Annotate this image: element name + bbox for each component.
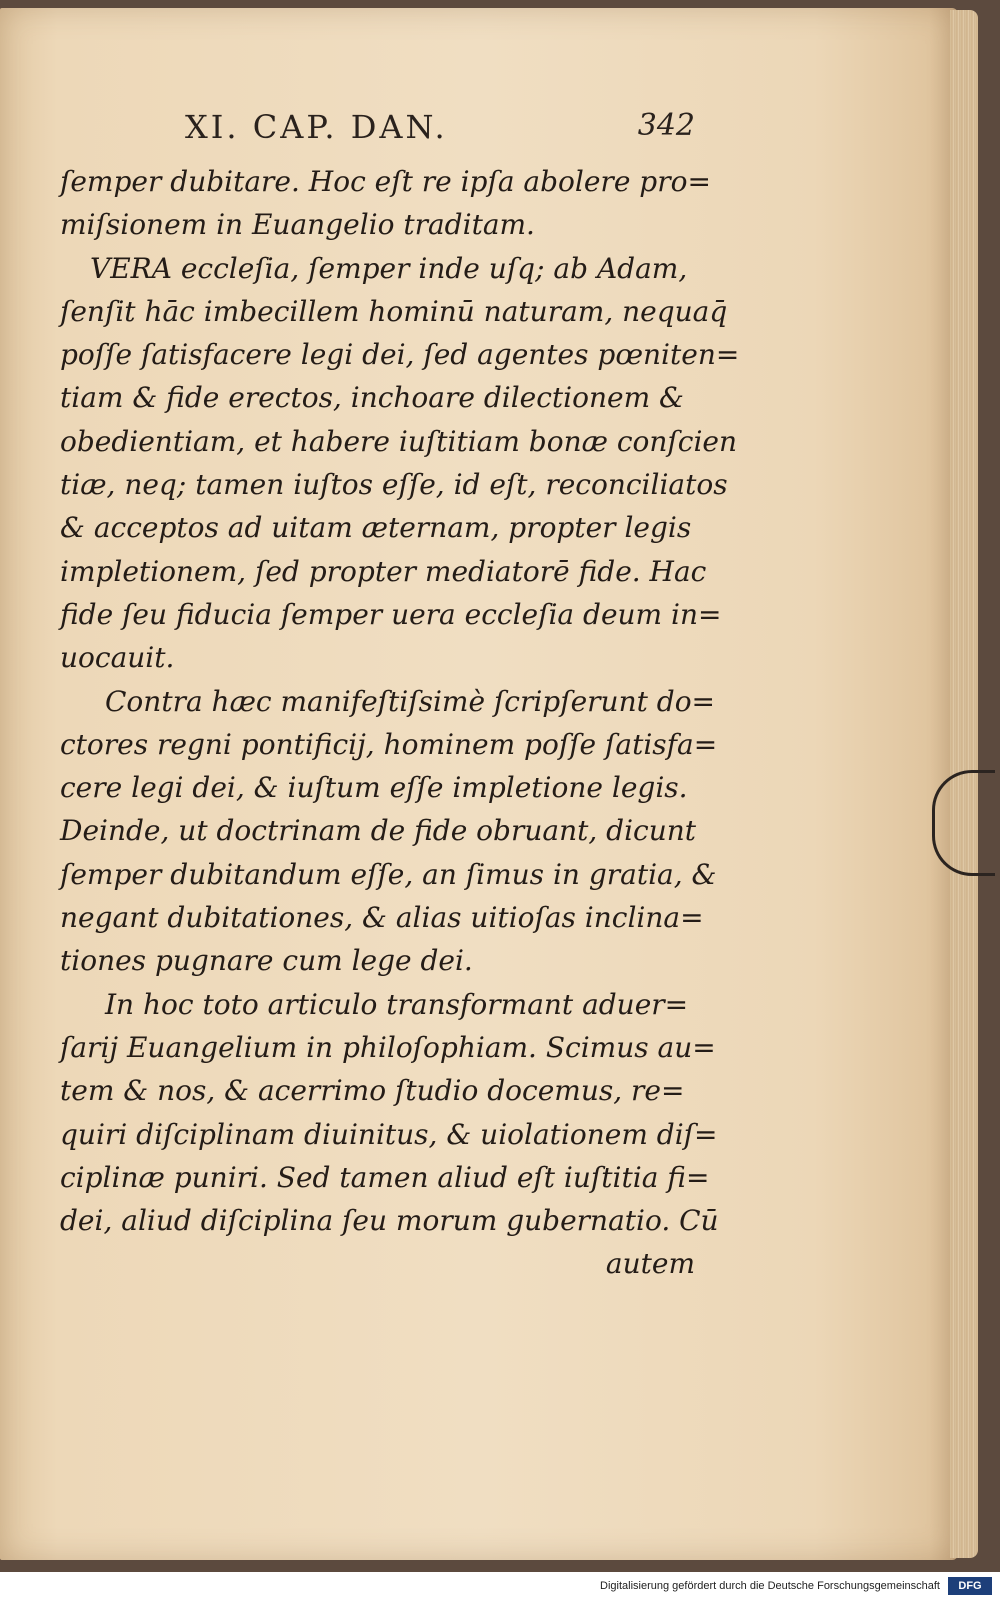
text-line: ſemper dubitare. Hoc eſt re ipſa abolere pro= (60, 165, 711, 198)
book-clasp (932, 770, 995, 876)
dfg-logo: DFG (948, 1577, 992, 1595)
running-head: XI. CAP. DAN. (185, 108, 448, 146)
text-line: ſenſit hāc imbecillem hominū naturam, nequaq̄ (60, 294, 728, 328)
text-line: obedientiam, et habere iuſtitiam bonæ conſcien (60, 424, 738, 458)
footer-bar (0, 1572, 1000, 1602)
footer-credit: Digitalisierung gefördert durch die Deutsche Forschungsgemeinschaft (600, 1580, 940, 1592)
text-line: uocauit. (60, 641, 175, 675)
text-line: negant dubitationes, & alias uitioſas inclina= (60, 901, 704, 935)
text-line: impletionem, ſed propter mediatorē fide. Hac (60, 554, 707, 588)
text-line: In hoc toto articulo transformant aduer= (105, 987, 689, 1021)
text-line: tiam & fide erectos, inchoare dilectionem & (60, 381, 684, 415)
page-header (185, 108, 695, 148)
body-text (60, 160, 740, 1286)
text-line: ſarij Euangelium in philoſophiam. Scimus au= (60, 1030, 716, 1064)
text-line: Deinde, ut doctrinam de fide obruant, dicunt (60, 814, 697, 848)
text-line: dei, aliud diſciplina ſeu morum gubernatio. Cū (60, 1204, 719, 1238)
text-line: ſemper dubitandum eſſe, an ſimus in gratia, & (60, 857, 717, 891)
text-line: quiri diſciplinam diuinitus, & uiolationem diſ= (60, 1117, 718, 1151)
text-line: miſsionem in Euangelio traditam. (60, 208, 535, 242)
text-line: ciplinæ puniri. Sed tamen aliud eſt iuſtitia fi= (60, 1160, 710, 1194)
text-line: poſſe ſatisfacere legi dei, ſed agentes pœniten= (60, 338, 740, 372)
text-line: tem & nos, & acerrimo ſtudio docemus, re= (60, 1074, 685, 1108)
text-line: VERA eccleſia, ſemper inde uſq; ab Adam, (90, 251, 688, 285)
text-line: tiæ, neq; tamen iuſtos eſſe, id eſt, reconciliatos (60, 468, 728, 502)
catchword: autem (605, 1247, 695, 1281)
text-line: Contra hæc manifeſtiſsimè ſcripſerunt do= (105, 684, 716, 718)
page-number: 342 (637, 108, 695, 143)
text-line: tiones pugnare cum lege dei. (60, 944, 473, 978)
text-line: & acceptos ad uitam æternam, propter legis (60, 511, 692, 545)
text-line: fide ſeu fiducia ſemper uera eccleſia deum in= (60, 597, 722, 631)
text-line: ctores regni pontificij, hominem poſſe ſatisfa= (60, 727, 718, 761)
text-line: cere legi dei, & iuſtum eſſe impletione legis. (60, 771, 688, 805)
